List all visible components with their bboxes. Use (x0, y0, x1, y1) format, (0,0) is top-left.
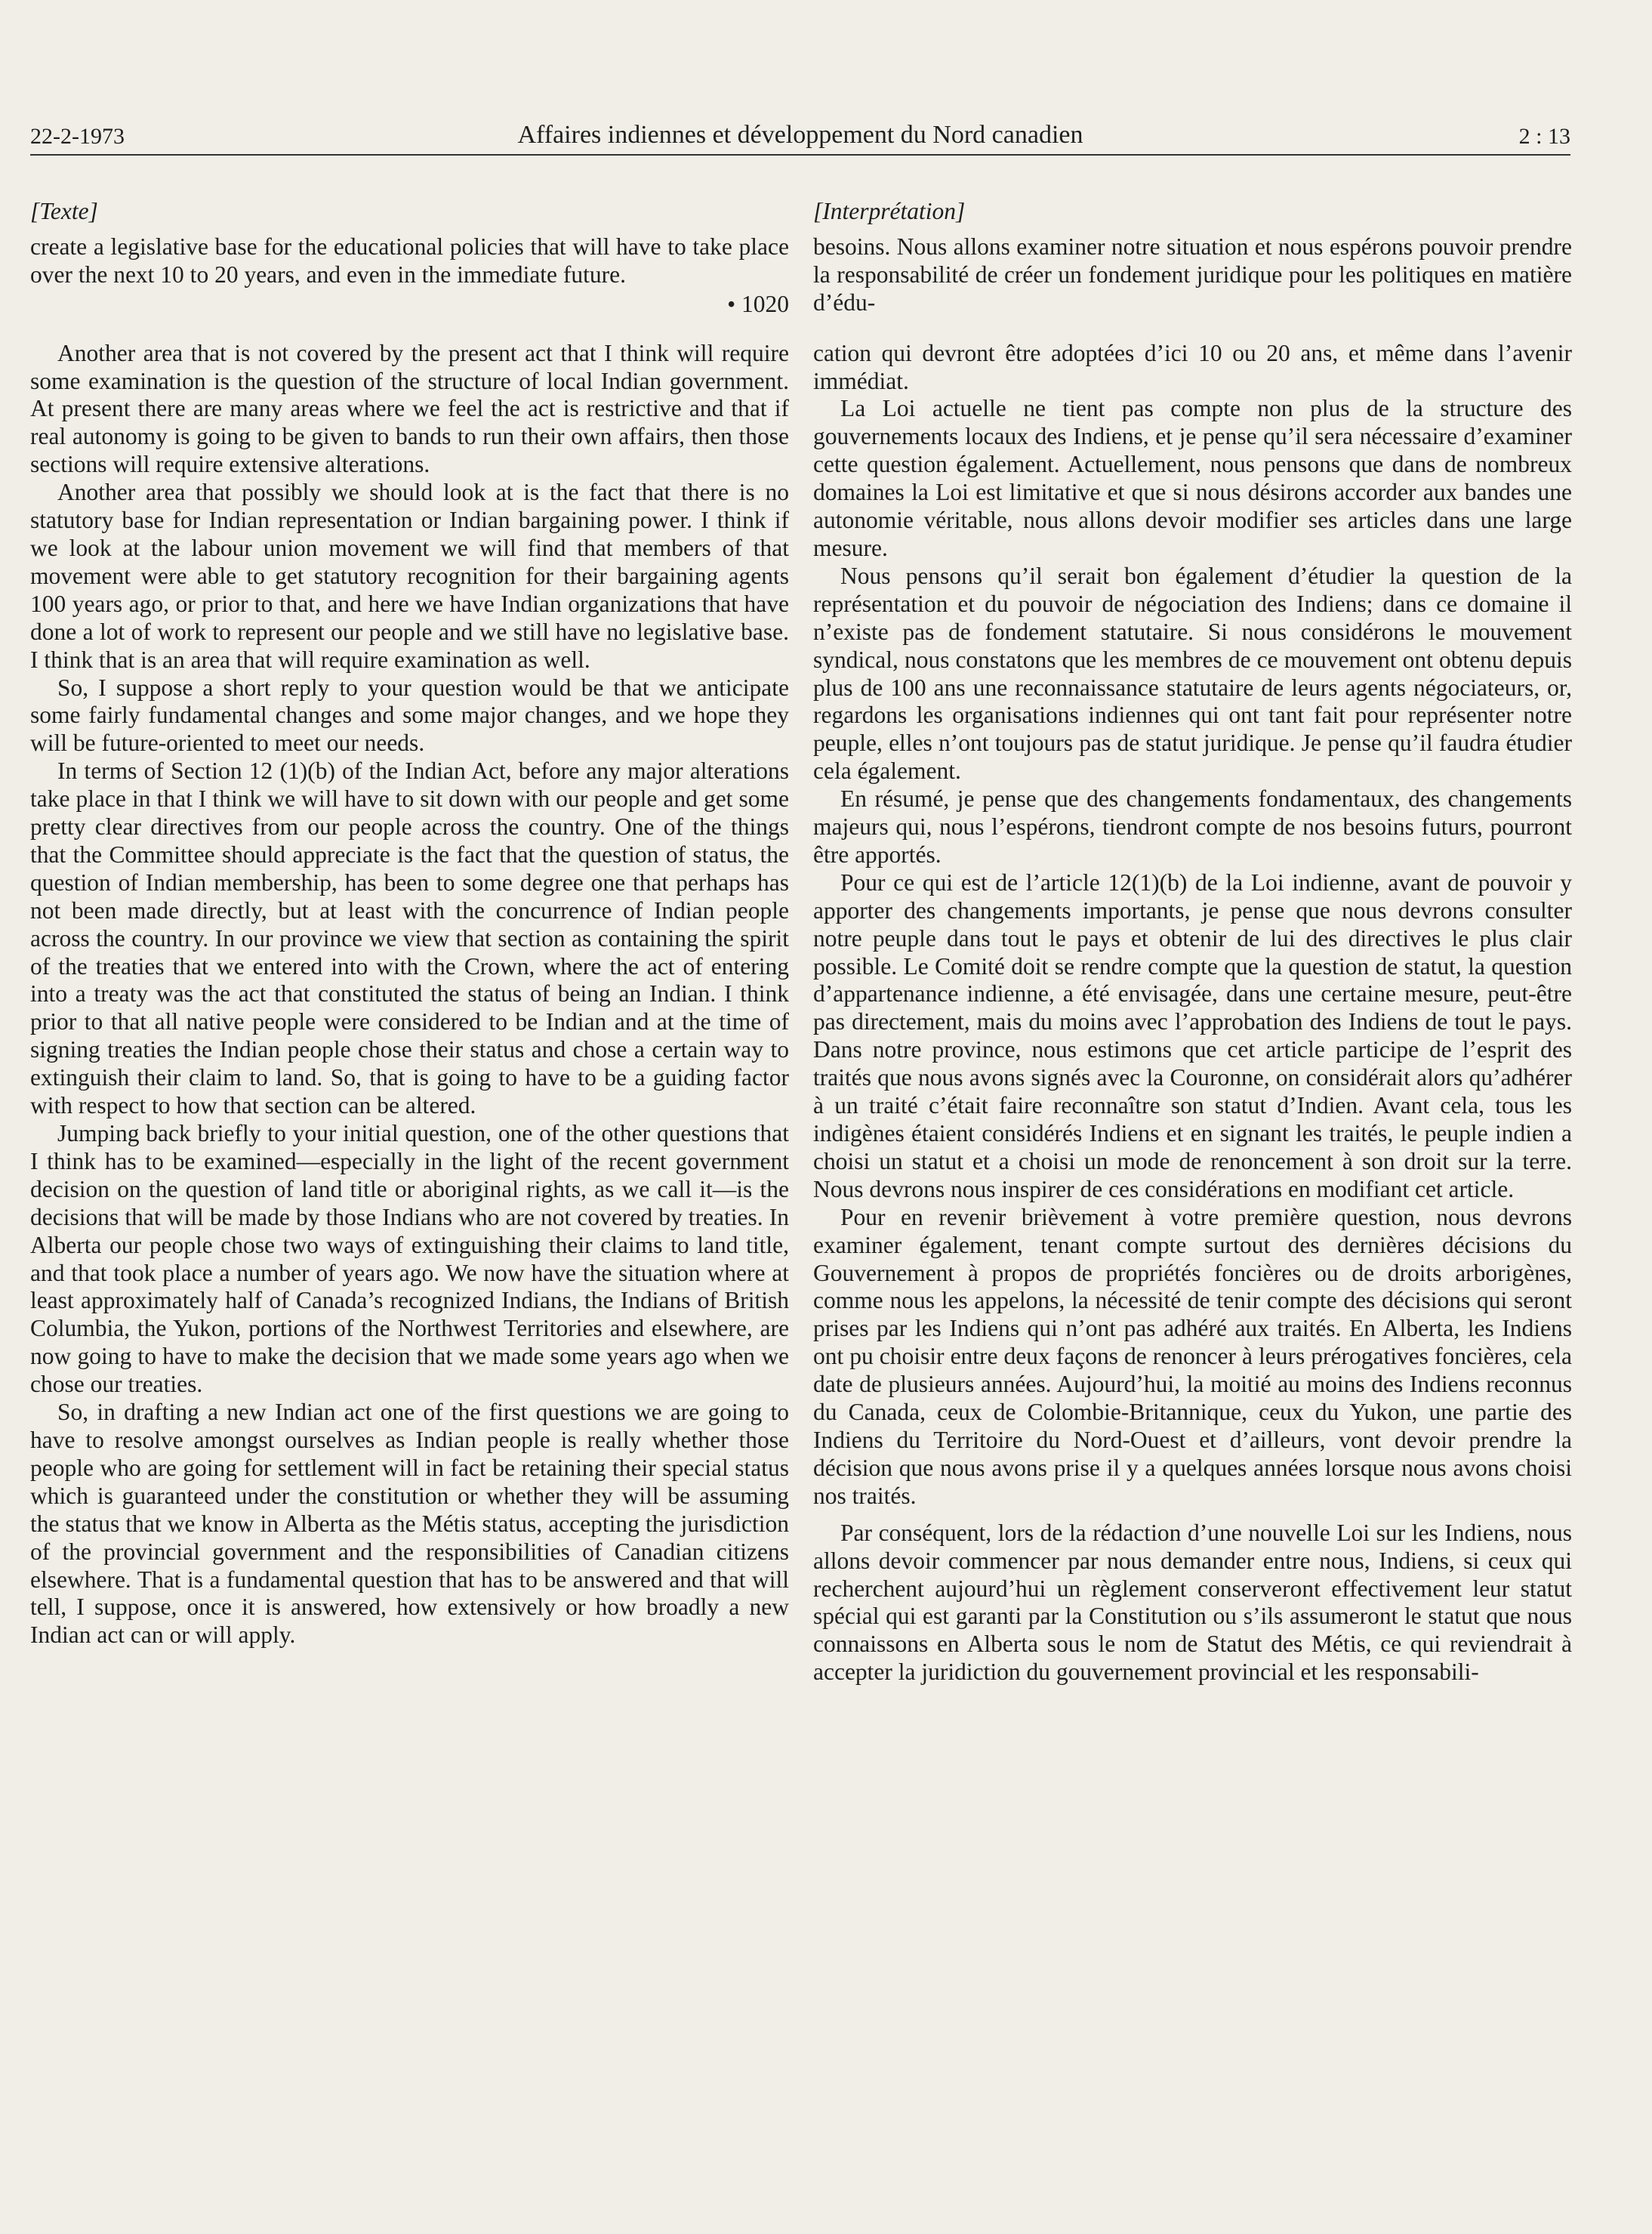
paragraph: La Loi actuelle ne tient pas compte non plus de la structure des gouvernements locaux des Indiens, et je pense qu’il sera nécessaire d’examiner cette question également. Actuellement, nous pensons que dans de nombreux domaines la Loi est limitative et que si nous désirons accorder aux bandes une autonomie véritable, nous allons devoir modifier ses articles dans une large mesure. (813, 395, 1572, 561)
french-column (813, 198, 1572, 1686)
paragraph: Pour en revenir brièvement à votre première question, nous devrons examiner également, tenant compte surtout des dernières décisions du Gouvernement à propos de propriétés foncières ou de droits arborigènes, comme nous les appelons, la nécessité de tenir compte des décisions qui seront prises par les Indiens qui n’ont pas adhéré aux traités. En Alberta, les Indiens ont pu choisir entre deux façons de renoncer à leurs prérogatives foncières, cela date de plusieurs années. Aujourd’hui, la moitié au moins des Indiens reconnus du Canada, ceux de Colombie-Britannique, ceux du Yukon, une partie des Indiens du Territoire du Nord-Ouest et d’ailleurs, vont devoir prendre la décision que nous avons prise il y a quelques années lorsque nous avons choisi nos traités. (813, 1203, 1572, 1509)
paragraph: In terms of Section 12 (1)(b) of the Indian Act, before any major alterations take place in that I think we will have to sit down with our people and get some pretty clear directives from our people across the country. One of the things that the Committee should appreciate is the fact that the question of status, the question of Indian membership, has been to some degree one that perhaps has not been made directly, but at least with the concurrence of Indian people across the country. In our province we view that section as containing the spirit of the treaties that we entered into with the Crown, where the act of entering into a treaty was the act that constituted the status of being an Indian. I think prior to that all native people were considered to be Indian and at the time of signing treaties the Indian people chose their status and chose a certain way to extinguish their claim to land. So, that is going to have to be a guiding factor with respect to how that section can be altered. (30, 758, 789, 1119)
paragraph: Jumping back briefly to your initial question, one of the other questions that I think has to be examined—especially in the light of the recent government decision on the question of land title or aboriginal rights, as we call it—is the decisions that will be made by those Indians who are not covered by treaties. In Alberta our people chose two ways of extinguishing their claims to land title, and that took place a number of years ago. We now have the situation where at least approximately half of Canada’s recognized Indians, the Indians of British Columbia, the Yukon, portions of the Northwest Territories and elsewhere, are now going to have to make the decision that we made some years ago when we chose our treaties. (30, 1120, 789, 1398)
paragraph: besoins. Nous allons examiner notre situation et nous espérons pouvoir prendre la responsabilité de créer un fondement juridique pour les politiques en matière d’édu- (813, 233, 1572, 316)
header-date: 22-2-1973 (30, 124, 125, 149)
english-column (30, 198, 789, 1649)
paragraph: Par conséquent, lors de la rédaction d’une nouvelle Loi sur les Indiens, nous allons devoir commencer par nous demander entre nous, Indiens, si ceux qui recherchent aujourd’hui un règlement conserveront effectivement leur statut spécial qui est garanti par la Constitution ou s’ils assumeront le statut que nous connaissons en Alberta sous le nom de Statut des Métis, ce qui reviendrait à accepter la juridiction du gouvernement provincial et les responsabili- (813, 1519, 1572, 1686)
column-label-texte: [Texte] (30, 198, 98, 224)
page-header (30, 110, 1570, 156)
paragraph: Another area that is not covered by the present act that I think will require some examination is the question of the structure of local Indian government. At present there are many areas where we feel the act is restrictive and that if real autonomy is going to be given to bands to run their own affairs, then those sections will require extensive alterations. (30, 339, 789, 478)
paragraph: Pour ce qui est de l’article 12(1)(b) de la Loi indienne, avant de pouvoir y apporter des changements importants, je pense que nous devrons consulter notre peuple dans tout le pays et obtenir de lui des directives le plus clair possible. Le Comité doit se rendre compte que la question de statut, la question d’appartenance indienne, a été envisagée, dans une certaine mesure, peut-être pas directement, mais du moins avec l’approbation des Indiens de tout le pays. Dans notre province, nous estimons que cet article participe de l’esprit des traités que nous avons signés avec la Couronne, on considérait alors qu’adhérer à un traité c’était faire reconnaître son statut d’Indien. Avant cela, tous les indigènes étaient considérés Indiens et en signant les traités, le peuple indien a choisi un statut et a choisi un mode de renoncement à son droit sur la terre. Nous devrons nous inspirer de ces considérations en modifiant cet article. (813, 869, 1572, 1202)
paragraph: En résumé, je pense que des changements fondamentaux, des changements majeurs qui, nous l’espérons, tiendront compte de nos besoins futurs, pourront être apportés. (813, 785, 1572, 868)
paragraph: Another area that possibly we should look at is the fact that there is no statutory base for Indian representation or Indian bargaining power. I think if we look at the labour union movement we will find that members of that movement were able to get statutory recognition for their bargaining agents 100 years ago, or prior to that, and here we have Indian organizations that have done a lot of work to represent our people and we still have no legislative base. I think that is an area that will require examination as well. (30, 479, 789, 673)
paragraph: So, in drafting a new Indian act one of the first questions we are going to have to resolve amongst ourselves as Indian people is really whether those people who are going for settlement will in fact be retaining their special status which is guaranteed under the constitution or whether they will be assuming the status that we know in Alberta as the Métis status, accepting the jurisdiction of the provincial government and the responsibilities of Canadian citizens elsewhere. That is a fundamental question that has to be answered and that will tell, I suppose, once it is answered, how extensively or how broadly a new Indian act can or will apply. (30, 1399, 789, 1649)
paragraph: create a legislative base for the educational policies that will have to take place over the next 10 to 20 years, and even in the immediate future. (30, 233, 789, 288)
column-label-interpretation: [Interprétation] (813, 198, 966, 224)
time-marker: • 1020 (727, 290, 789, 317)
paragraph: Nous pensons qu’il serait bon également d’étudier la question de la représentation et du pouvoir de négociation des Indiens; dans ce domaine il n’existe pas de fondement statutaire. Si nous considérons le mouvement syndical, nous constatons que les membres de ce mouvement ont obtenu depuis plus de 100 ans une reconnaissance statutaire de leurs agents négociateurs, or, regardons les organisations indiennes qui ont tant fait pour représenter notre peuple, elles n’ont toujours pas de statut juridique. Je pense qu’il faudra étudier cela également. (813, 562, 1572, 785)
paragraph: So, I suppose a short reply to your question would be that we anticipate some fairly fundamental changes and some major changes, and we hope they will be future-oriented to meet our needs. (30, 674, 789, 757)
paragraph: cation qui devront être adoptées d’ici 10 ou 20 ans, et même dans l’avenir immédiat. (813, 339, 1572, 394)
header-title: Affaires indiennes et développement du Nord canadien (517, 121, 1083, 149)
header-page-number: 2 : 13 (1518, 124, 1570, 149)
